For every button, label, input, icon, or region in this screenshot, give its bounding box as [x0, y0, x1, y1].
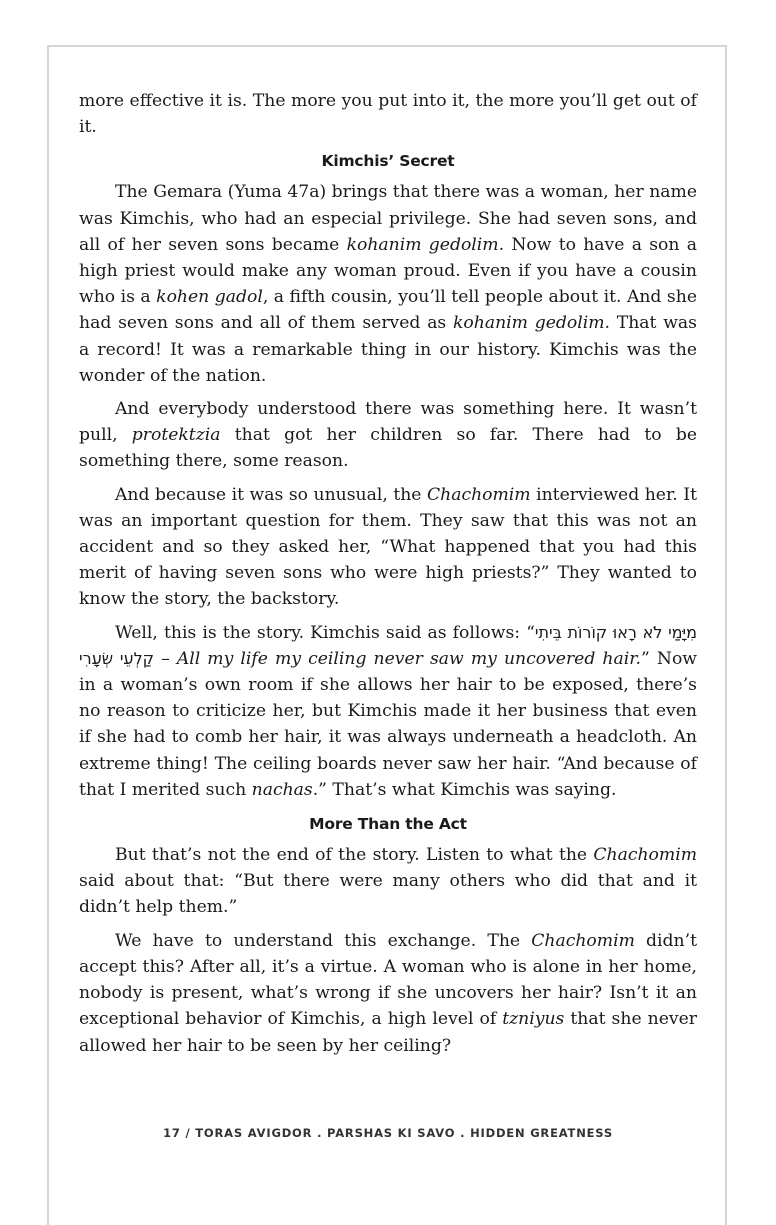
paragraph-2 [79, 179, 697, 389]
text: didn’t accept this? After all, it’s a virtue. A woman who is alone in her home, nobody is present, what’s wrong if she uncovers her hair? Isn’t it an exceptional behavior of Kimchis, a high level of [79, 930, 697, 1030]
italic-text: kohanim gedolim. [346, 234, 505, 255]
italic-text: All my life my ceiling never saw my uncovered hair. [176, 648, 642, 669]
text: And everybody understood there was something here. It wasn’t pull, [79, 399, 697, 446]
text: that got her children so far. There had to be something there, some reason. [79, 425, 697, 472]
italic-text: nachas [251, 779, 313, 800]
paragraph-3 [79, 396, 697, 475]
italic-text: tzniyus [502, 1009, 565, 1030]
paragraph-7 [79, 928, 697, 1059]
paragraph-6 [79, 842, 697, 921]
italic-text: protektzia [131, 425, 221, 446]
page-body [79, 88, 697, 1066]
text: that she never allowed her hair to be seen by her ceiling? [79, 1009, 697, 1056]
section-heading-more-than-the-act: More Than the Act [309, 815, 467, 834]
text: ” Now in a woman’s own room if she allows her hair to be exposed, there’s no reason to criticize her, but Kimchis made it her business that even if she had to comb her hair, it was always underneath a headcloth. An extreme thing! The ceiling boards never saw her hair. “And because of that I merited such [79, 648, 698, 800]
text: said about that: “But there were many others who did that and it didn’t help them.” [79, 871, 697, 918]
italic-text: kohen gadol [156, 287, 263, 308]
text: And because it was so unusual, the [115, 484, 427, 505]
italic-text: Chachomim [531, 930, 635, 951]
text: , a fifth cousin, you’ll tell people about it. And she had seven sons and all of them served as [79, 287, 697, 334]
italic-text: kohanim gedolim. [453, 313, 610, 334]
paragraph-1 [79, 88, 697, 140]
text: Well, this is the story. Kimchis said as follows: “ [115, 622, 535, 643]
italic-text: Chachomim [593, 845, 697, 866]
text: interviewed her. It was an important question for them. They saw that this was not an accident and so they asked her, “What happened that you had this merit of having seven sons who were high priests?” They wanted to know the story, the backstory. [79, 484, 697, 610]
text: – [154, 648, 177, 669]
italic-text: Chachomim [426, 484, 531, 505]
text: .” That’s what Kimchis was saying. [312, 779, 617, 800]
page-footer: 17 / TORAS AVIGDOR . PARSHAS KI SAVO . HIDDEN GREATNESS [163, 1126, 613, 1140]
text: But that’s not the end of the story. Listen to what the [115, 845, 594, 866]
paragraph-4 [79, 482, 697, 613]
hebrew-quote: מִיָּמַי לֹא רָאוּ קוֹרוֹת בֵּיתִי קַלְעֵי שְׂעָרִי [79, 622, 697, 668]
text: We have to understand this exchange. The [115, 930, 532, 951]
text: Now to have a son a high priest would make any woman proud. Even if you have a cousin who is a [79, 234, 697, 308]
paragraph-5 [79, 620, 697, 803]
section-heading-kimchis-secret: Kimchis’ Secret [321, 152, 455, 171]
text: That was a record! It was a remarkable thing in our history. Kimchis was the wonder of the nation. [79, 313, 697, 386]
text: The Gemara (Yuma 47a) brings that there was a woman, her name was Kimchis, who had an especial privilege. She had seven sons, and all of her seven sons became [79, 182, 697, 255]
text: more effective it is. The more you put into it, the more you’ll get out of it. [79, 91, 697, 138]
